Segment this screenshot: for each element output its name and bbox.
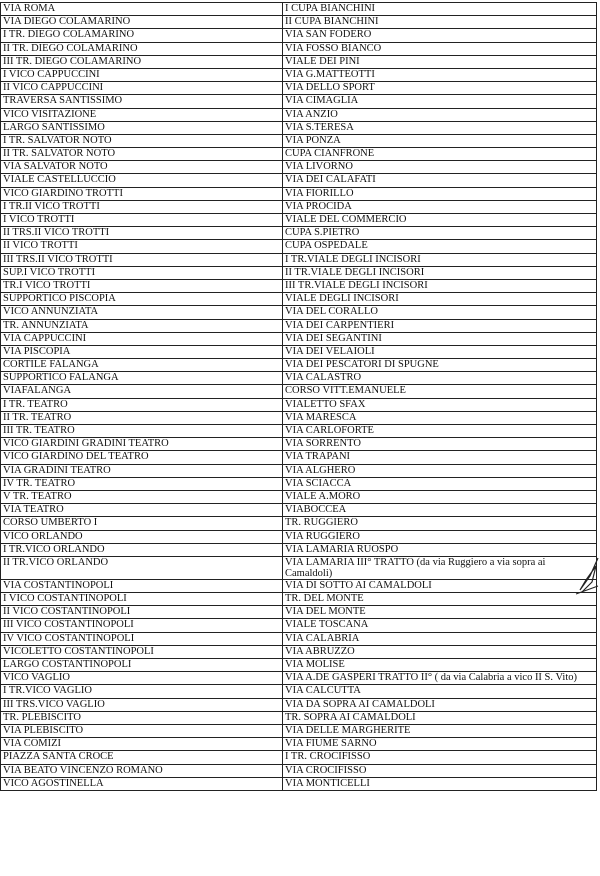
street-name-right: VIALE TOSCANA — [283, 619, 597, 632]
street-list-table — [0, 2, 597, 791]
street-name-left: VICO ORLANDO — [1, 530, 283, 543]
street-name-left: VIA PISCOPIA — [1, 345, 283, 358]
table-row — [1, 464, 597, 477]
table-row — [1, 16, 597, 29]
street-name-right: VIA DEI CALAFATI — [283, 174, 597, 187]
street-name-left: I VICO CAPPUCCINI — [1, 68, 283, 81]
street-name-left: III TRS.VICO VAGLIO — [1, 698, 283, 711]
street-name-left: VIAFALANGA — [1, 385, 283, 398]
table-row — [1, 425, 597, 438]
street-name-right: CUPA CIANFRONE — [283, 148, 597, 161]
street-name-left: I TR.VICO VAGLIO — [1, 685, 283, 698]
street-name-left: LARGO COSTANTINOPOLI — [1, 659, 283, 672]
table-row — [1, 411, 597, 424]
street-name-right: VIA CALCUTTA — [283, 685, 597, 698]
table-row — [1, 227, 597, 240]
street-name-left: VIA GRADINI TEATRO — [1, 464, 283, 477]
street-name-right: VIA CALASTRO — [283, 372, 597, 385]
table-row — [1, 240, 597, 253]
street-name-left: IV VICO COSTANTINOPOLI — [1, 632, 283, 645]
street-name-left: II TR. SALVATOR NOTO — [1, 148, 283, 161]
street-name-left: VICOLETTO COSTANTINOPOLI — [1, 645, 283, 658]
street-name-right: VIA CARLOFORTE — [283, 425, 597, 438]
table-row — [1, 698, 597, 711]
street-name-right: I TR. CROCIFISSO — [283, 751, 597, 764]
street-name-right: VIA PROCIDA — [283, 200, 597, 213]
table-row — [1, 134, 597, 147]
table-row — [1, 55, 597, 68]
table-row — [1, 659, 597, 672]
street-name-right: II CUPA BIANCHINI — [283, 16, 597, 29]
street-name-left: VICO GIARDINO TROTTI — [1, 187, 283, 200]
table-row — [1, 451, 597, 464]
street-name-left: II VICO TROTTI — [1, 240, 283, 253]
table-row — [1, 556, 597, 579]
street-name-left: SUPPORTICO FALANGA — [1, 372, 283, 385]
street-name-right: VIA DI SOTTO AI CAMALDOLI — [283, 579, 597, 592]
street-name-left: TRAVERSA SANTISSIMO — [1, 95, 283, 108]
street-name-right: VIA ABRUZZO — [283, 645, 597, 658]
table-row — [1, 82, 597, 95]
street-name-right: III TR.VIALE DEGLI INCISORI — [283, 279, 597, 292]
street-name-right: VIA S.TERESA — [283, 121, 597, 134]
street-name-right: VIA CROCIFISSO — [283, 764, 597, 777]
street-name-left: II VICO COSTANTINOPOLI — [1, 606, 283, 619]
street-name-left: PIAZZA SANTA CROCE — [1, 751, 283, 764]
street-name-right: VIALE DEL COMMERCIO — [283, 214, 597, 227]
street-name-left: I TR. TEATRO — [1, 398, 283, 411]
street-name-right: TR. RUGGIERO — [283, 517, 597, 530]
street-name-left: III TR. TEATRO — [1, 425, 283, 438]
street-name-left: III TR. DIEGO COLAMARINO — [1, 55, 283, 68]
table-row — [1, 108, 597, 121]
street-name-left: VIA COMIZI — [1, 738, 283, 751]
table-row — [1, 530, 597, 543]
table-row — [1, 42, 597, 55]
table-row — [1, 319, 597, 332]
street-name-left: I TR. DIEGO COLAMARINO — [1, 29, 283, 42]
street-name-left: SUPPORTICO PISCOPIA — [1, 293, 283, 306]
signature-mark — [572, 556, 600, 596]
street-name-left: CORTILE FALANGA — [1, 359, 283, 372]
table-row — [1, 477, 597, 490]
table-row — [1, 29, 597, 42]
table-row — [1, 372, 597, 385]
street-name-right: VIA DEL CORALLO — [283, 306, 597, 319]
table-row — [1, 517, 597, 530]
street-name-right: VIA CIMAGLIA — [283, 95, 597, 108]
street-name-left: TR. ANNUNZIATA — [1, 319, 283, 332]
table-row — [1, 751, 597, 764]
street-name-right: VIA G.MATTEOTTI — [283, 68, 597, 81]
table-row — [1, 579, 597, 592]
street-name-left: VIA CAPPUCCINI — [1, 332, 283, 345]
street-name-left: VICO AGOSTINELLA — [1, 777, 283, 790]
street-name-right: VIA FIORILLO — [283, 187, 597, 200]
street-name-right: TR. DEL MONTE — [283, 593, 597, 606]
street-name-left: I VICO COSTANTINOPOLI — [1, 593, 283, 606]
street-name-left: I TR.II VICO TROTTI — [1, 200, 283, 213]
street-name-right: VIA SORRENTO — [283, 438, 597, 451]
table-row — [1, 619, 597, 632]
street-name-left: I VICO TROTTI — [1, 214, 283, 227]
table-row — [1, 306, 597, 319]
street-name-right: VIA MOLISE — [283, 659, 597, 672]
table-row — [1, 490, 597, 503]
table-row — [1, 161, 597, 174]
table-row — [1, 174, 597, 187]
street-name-left: I TR. SALVATOR NOTO — [1, 134, 283, 147]
table-row — [1, 279, 597, 292]
street-name-left: CORSO UMBERTO I — [1, 517, 283, 530]
street-name-right: CORSO VITT.EMANUELE — [283, 385, 597, 398]
street-name-right: VIA DEI SEGANTINI — [283, 332, 597, 345]
street-name-right: VIA TRAPANI — [283, 451, 597, 464]
street-name-right: VIA SCIACCA — [283, 477, 597, 490]
street-name-left: VIA PLEBISCITO — [1, 724, 283, 737]
street-name-left: VICO ANNUNZIATA — [1, 306, 283, 319]
street-name-right: II TR.VIALE DEGLI INCISORI — [283, 266, 597, 279]
table-row — [1, 68, 597, 81]
street-name-right: VIA FOSSO BIANCO — [283, 42, 597, 55]
street-name-left: VIA SALVATOR NOTO — [1, 161, 283, 174]
street-name-right: VIA DA SOPRA AI CAMALDOLI — [283, 698, 597, 711]
street-name-left: VICO VISITAZIONE — [1, 108, 283, 121]
street-name-left: II TR.VICO ORLANDO — [1, 556, 283, 579]
street-name-right: VIA DEL MONTE — [283, 606, 597, 619]
table-row — [1, 764, 597, 777]
street-name-right: VIA A.DE GASPERI TRATTO II° ( da via Calabria a vico II S. Vito) — [283, 672, 597, 685]
street-name-left: VIA TEATRO — [1, 504, 283, 517]
table-row — [1, 187, 597, 200]
table-row — [1, 645, 597, 658]
table-row — [1, 606, 597, 619]
street-name-right: VIABOCCEA — [283, 504, 597, 517]
street-name-right: VIA SAN FODERO — [283, 29, 597, 42]
street-name-left: VIA COSTANTINOPOLI — [1, 579, 283, 592]
street-name-left: V TR. TEATRO — [1, 490, 283, 503]
street-name-left: TR. PLEBISCITO — [1, 711, 283, 724]
street-name-left: VIA ROMA — [1, 3, 283, 16]
table-row — [1, 253, 597, 266]
street-name-right: VIA LAMARIA III° TRATTO (da via Ruggiero a via sopra ai Camaldoli) — [283, 556, 597, 579]
street-name-left: IV TR. TEATRO — [1, 477, 283, 490]
street-name-left: VICO VAGLIO — [1, 672, 283, 685]
street-name-left: SUP.I VICO TROTTI — [1, 266, 283, 279]
table-row — [1, 345, 597, 358]
table-row — [1, 777, 597, 790]
street-name-right: TR. SOPRA AI CAMALDOLI — [283, 711, 597, 724]
table-row — [1, 293, 597, 306]
street-name-right: CUPA S.PIETRO — [283, 227, 597, 240]
street-name-right: VIA DELLO SPORT — [283, 82, 597, 95]
street-name-left: II VICO CAPPUCCINI — [1, 82, 283, 95]
street-name-right: VIA DEI VELAIOLI — [283, 345, 597, 358]
street-name-right: VIALETTO SFAX — [283, 398, 597, 411]
street-name-left: LARGO SANTISSIMO — [1, 121, 283, 134]
table-row — [1, 711, 597, 724]
table-row — [1, 214, 597, 227]
street-name-left: III VICO COSTANTINOPOLI — [1, 619, 283, 632]
street-name-left: I TR.VICO ORLANDO — [1, 543, 283, 556]
street-name-right: VIA LAMARIA RUOSPO — [283, 543, 597, 556]
table-row — [1, 359, 597, 372]
street-name-right: VIA CALABRIA — [283, 632, 597, 645]
street-name-right: VIA MARESCA — [283, 411, 597, 424]
street-name-left: II TR. TEATRO — [1, 411, 283, 424]
table-row — [1, 148, 597, 161]
street-name-right: VIA ALGHERO — [283, 464, 597, 477]
street-name-right: VIA RUGGIERO — [283, 530, 597, 543]
table-row — [1, 95, 597, 108]
street-name-right: VIA MONTICELLI — [283, 777, 597, 790]
street-name-right: I CUPA BIANCHINI — [283, 3, 597, 16]
street-name-left: II TR. DIEGO COLAMARINO — [1, 42, 283, 55]
table-row — [1, 3, 597, 16]
street-name-right: VIALE DEI PINI — [283, 55, 597, 68]
table-row — [1, 504, 597, 517]
street-name-right: VIA PONZA — [283, 134, 597, 147]
street-name-left: TR.I VICO TROTTI — [1, 279, 283, 292]
street-name-left: II TRS.II VICO TROTTI — [1, 227, 283, 240]
table-row — [1, 685, 597, 698]
street-list-body — [1, 3, 597, 791]
street-name-left: III TRS.II VICO TROTTI — [1, 253, 283, 266]
table-row — [1, 121, 597, 134]
table-row — [1, 200, 597, 213]
table-row — [1, 266, 597, 279]
table-row — [1, 438, 597, 451]
street-name-left: VICO GIARDINI GRADINI TEATRO — [1, 438, 283, 451]
street-name-left: VICO GIARDINO DEL TEATRO — [1, 451, 283, 464]
table-row — [1, 593, 597, 606]
street-name-right: VIA DEI PESCATORI DI SPUGNE — [283, 359, 597, 372]
street-name-right: VIALE A.MORO — [283, 490, 597, 503]
table-row — [1, 385, 597, 398]
street-name-left: VIALE CASTELLUCCIO — [1, 174, 283, 187]
table-row — [1, 632, 597, 645]
street-name-left: VIA BEATO VINCENZO ROMANO — [1, 764, 283, 777]
table-row — [1, 543, 597, 556]
street-name-right: I TR.VIALE DEGLI INCISORI — [283, 253, 597, 266]
street-name-left: VIA DIEGO COLAMARINO — [1, 16, 283, 29]
street-name-right: VIA LIVORNO — [283, 161, 597, 174]
table-row — [1, 672, 597, 685]
street-name-right: VIALE DEGLI INCISORI — [283, 293, 597, 306]
table-row — [1, 738, 597, 751]
street-name-right: VIA DELLE MARGHERITE — [283, 724, 597, 737]
street-name-right: CUPA OSPEDALE — [283, 240, 597, 253]
table-row — [1, 724, 597, 737]
street-name-right: VIA DEI CARPENTIERI — [283, 319, 597, 332]
street-name-right: VIA FIUME SARNO — [283, 738, 597, 751]
street-name-right: VIA ANZIO — [283, 108, 597, 121]
table-row — [1, 332, 597, 345]
table-row — [1, 398, 597, 411]
